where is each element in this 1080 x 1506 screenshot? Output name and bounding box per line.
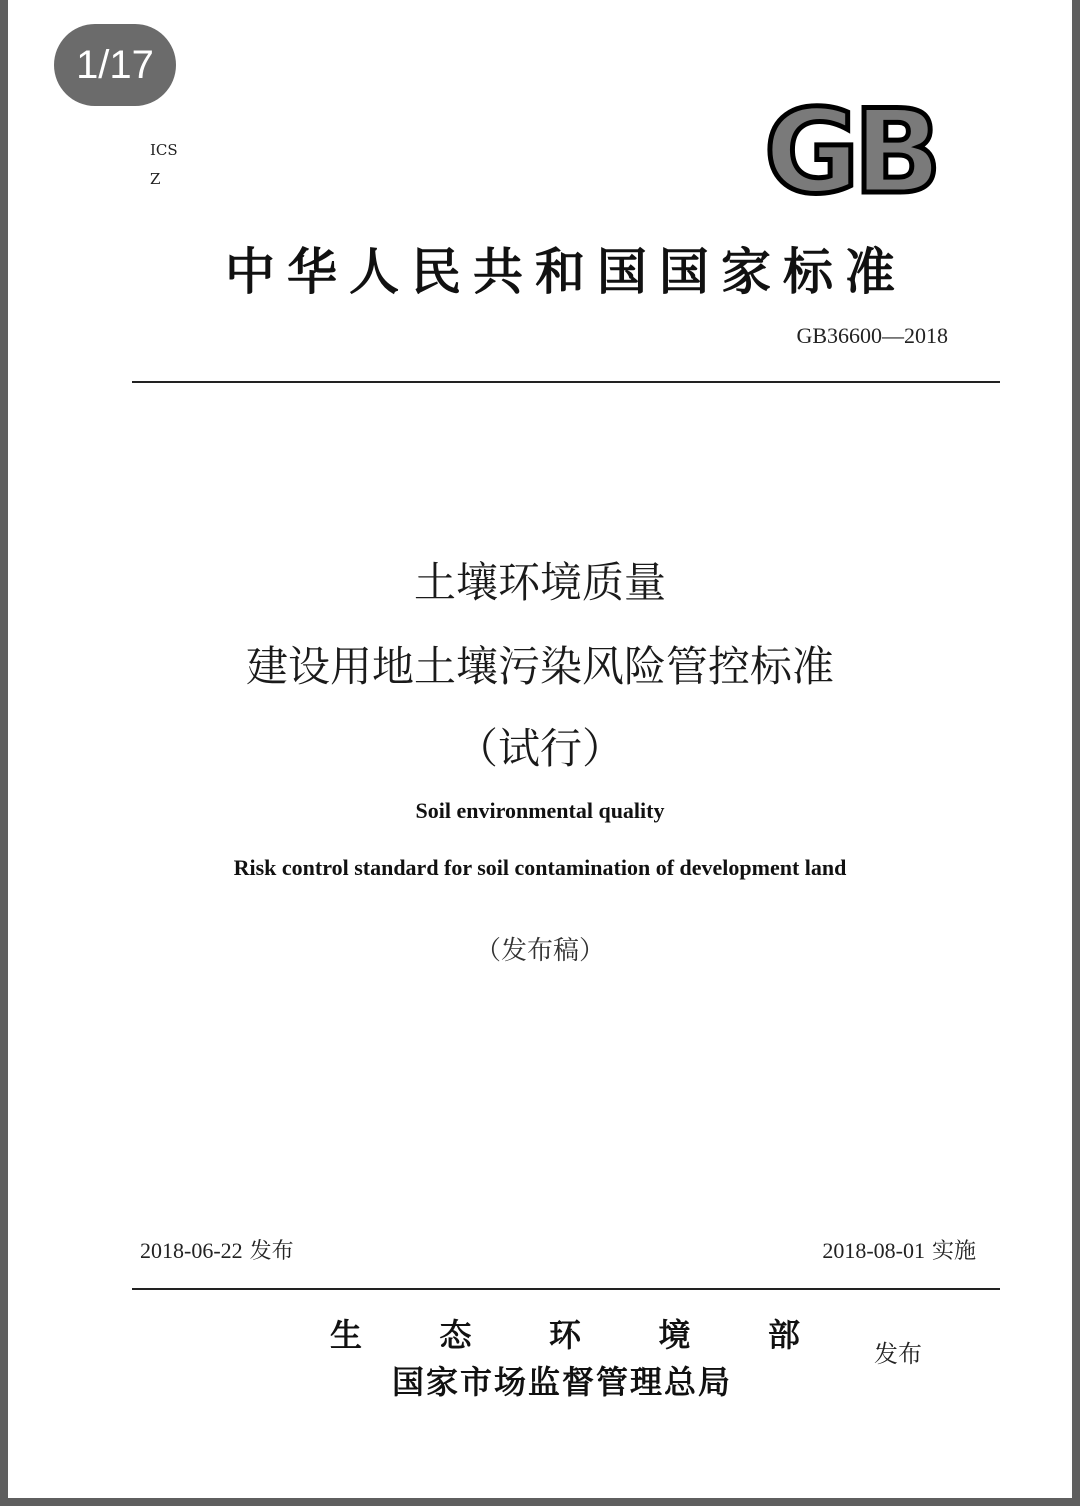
issuer-ministry-char: 环 [548,1316,581,1354]
issue-date: 2018-06-22 [140,1238,243,1263]
issuer-ministry-char: 境 [658,1316,691,1354]
implement-date: 2018-08-01 [822,1238,925,1263]
standard-number: GB36600—2018 [796,323,948,348]
gb-logo [748,96,952,204]
header-divider [132,381,1000,383]
issuer-administration: 国家市场监督管理总局 [391,1363,732,1401]
issuer-ministry-char: 部 [767,1316,800,1354]
issue-label: 发布 [249,1239,294,1264]
implement-label: 实施 [931,1239,976,1264]
issuer-ministry-char: 生 [330,1316,363,1354]
issuer-ministry-char: 态 [439,1316,472,1354]
ics-label: ICS [150,141,178,159]
en-title-line-1: Soil environmental quality [415,798,665,823]
classification-label: Z [150,170,161,188]
issue-date-block [140,1234,294,1265]
draft-label: （发布稿） [474,936,605,966]
en-title-line-2: Risk control standard for soil contamination of development land [233,855,847,880]
cn-title-line-3: （试行） [455,724,624,773]
page-counter-badge: 1/17 [54,24,176,106]
publish-label: 发布 [874,1340,922,1368]
issuer-ministry [330,1310,800,1356]
implement-date-block [700,1234,976,1265]
gb-logo-text: GB [764,96,936,204]
standard-title: 中华人民共和国国家标准 [225,243,907,301]
cn-title-line-2: 建设用地土壤污染风险管控标准 [245,642,834,691]
cn-title-line-1: 土壤环境质量 [413,558,666,607]
footer-divider [132,1288,1000,1290]
